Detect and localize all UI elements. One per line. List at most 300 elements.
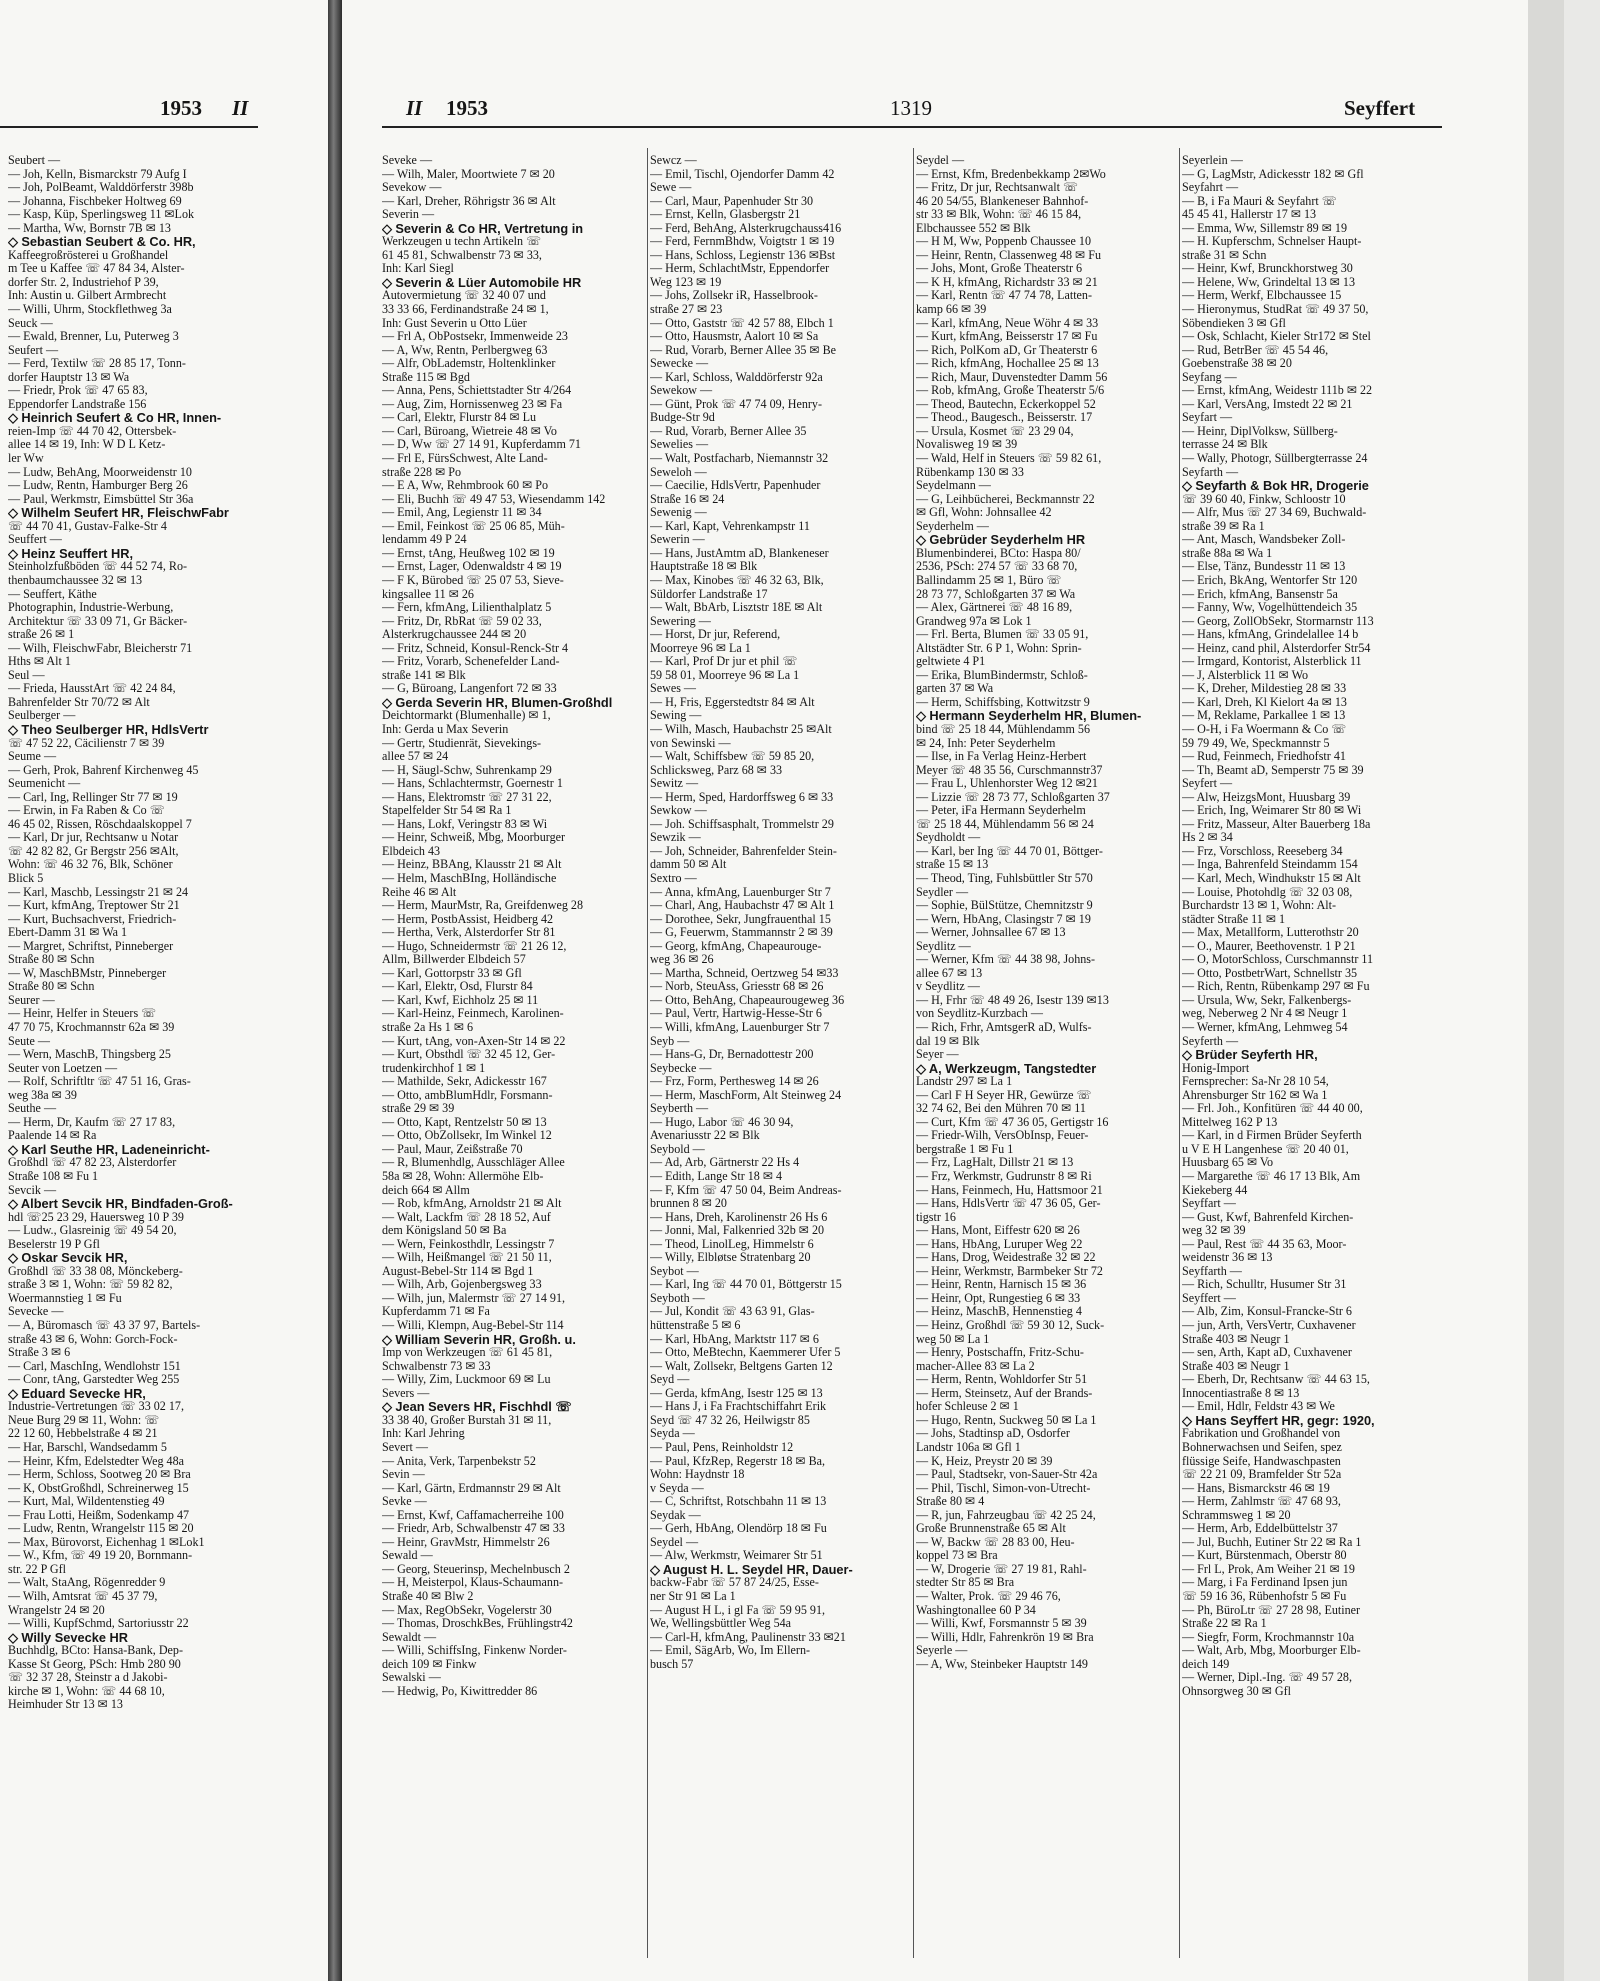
directory-line: — F K, Bürobed ☏ 25 07 53, Sieve- (382, 572, 564, 587)
directory-line: Sewecke — (650, 356, 709, 371)
directory-line: — Friedr, Arb, Schwalbenstr 47 ✉ 33 (382, 1521, 565, 1536)
directory-line: — Phil, Tischl, Simon-von-Utrecht- (916, 1480, 1091, 1495)
directory-line: — Edith, Lange Str 18 ✉ 4 (650, 1169, 783, 1184)
directory-line: Architektur ☏ 33 09 71, Gr Bäcker- (8, 613, 188, 628)
directory-line: — Wald, Helf in Steuers ☏ 59 82 61, (916, 451, 1102, 466)
directory-line: — D, Ww ☏ 27 14 91, Kupferdamm 71 (382, 437, 581, 452)
directory-line: Avenariusstr 22 ✉ Blk (650, 1128, 760, 1143)
directory-line: — Theod, Bautechn, Eckerkoppel 52 (916, 396, 1096, 411)
directory-line: hüttenstraße 5 ✉ 6 (650, 1318, 741, 1333)
directory-line: Seulberger — (8, 708, 76, 723)
directory-line: — Herm, Arb, Eddelbüttelstr 37 (1182, 1521, 1338, 1536)
directory-line: Seyffarth — (1182, 1263, 1242, 1278)
directory-line: Schwalbenstr 73 ✉ 33 (382, 1358, 491, 1373)
directory-line: — Karl, HbAng, Marktstr 117 ✉ 6 (650, 1331, 819, 1346)
directory-line: Eppendorfer Landstraße 156 (8, 396, 147, 411)
directory-line: Kupferdamm 71 ✉ Fa (382, 1304, 490, 1319)
directory-line: 22 12 60, Hebbelstraße 4 ✉ 21 (8, 1426, 158, 1441)
directory-line: — Carl, Büroang, Wietreie 48 ✉ Vo (382, 423, 557, 438)
directory-line: thenbaumchaussee 32 ✉ 13 (8, 572, 143, 587)
directory-line: — Peter, iFa Hermann Seyderhelm (916, 803, 1086, 818)
directory-line: Seyd — (650, 1372, 690, 1387)
directory-line: Straße 16 ✉ 24 (650, 491, 725, 506)
directory-line: kirche ✉ 1, Wohn: ☏ 44 68 10, (8, 1683, 165, 1698)
directory-line: — August H L, i gl Fa ☏ 59 95 91, (650, 1602, 826, 1617)
directory-line: — Hans, HbAng, Luruper Weg 22 (916, 1236, 1083, 1251)
directory-line: — O, MotorSchloss, Curschmannstr 11 (1182, 952, 1374, 967)
directory-line: — Otto, Hausmstr, Aalort 10 ✉ Sa (650, 329, 819, 344)
directory-line: — Johanna, Fischbeker Holtweg 69 (8, 193, 182, 208)
directory-line: Moorreye 96 ✉ La 1 (650, 640, 751, 655)
directory-line: — Joh, PolBeamt, Walddörferstr 398b (8, 180, 194, 195)
directory-line: allee 57 ✉ 24 (382, 749, 449, 764)
directory-line: — Heinr, Kfm, Edelstedter Weg 48a (8, 1453, 184, 1468)
directory-line: — Ernst, Kfm, Bredenbekkamp 2✉Wo (916, 166, 1106, 181)
directory-line: — Emil, SägArb, Wo, Im Ellern- (650, 1643, 811, 1658)
directory-line: Seyfahrt — (1182, 180, 1239, 195)
directory-line: ner Str 91 ✉ La 1 (650, 1588, 736, 1603)
directory-line: Straße 3 ✉ 6 (8, 1345, 71, 1360)
directory-line: straße 29 ✉ 39 (382, 1101, 455, 1116)
left-header-rule (0, 126, 258, 128)
directory-line: Sevke — (382, 1494, 427, 1509)
directory-line: Fabrikation und Großhandel von (1182, 1426, 1341, 1441)
directory-line: — Sophie, BülStütze, Chemnitzstr 9 (916, 898, 1093, 913)
directory-line: flüssige Seife, Handwaschpasten (1182, 1453, 1341, 1468)
directory-line: 28 73 77, Schloßgarten 37 ✉ Wa (916, 586, 1076, 601)
directory-line: ◇ Willy Sevecke HR (8, 1629, 128, 1645)
directory-line: — Frz, LagHalt, Dillstr 21 ✉ 13 (916, 1155, 1074, 1170)
directory-line: — Herm, Schloss, Sootweg 20 ✉ Bra (8, 1467, 191, 1482)
directory-line: — Fritz, Dr jur, Rechtsanwalt ☏ (916, 180, 1079, 195)
directory-line: — Har, Barschl, Wandsedamm 5 (8, 1439, 167, 1454)
directory-line: ◇ William Severin HR, Großh. u. (382, 1331, 576, 1347)
directory-line: — Heinr, GravMstr, Himmelstr 26 (382, 1534, 550, 1549)
directory-line: — Karl, VersAng, Imstedt 22 ✉ 21 (1182, 396, 1353, 411)
directory-line: — Werner, Dipl.-Ing. ☏ 49 57 28, (1182, 1670, 1352, 1685)
directory-line: — C, Schriftst, Rotschbahn 11 ✉ 13 (650, 1494, 827, 1509)
directory-line: Budge-Str 9d (650, 410, 715, 425)
directory-line: — Heinr, Opt, Rungestieg 6 ✉ 33 (916, 1290, 1081, 1305)
directory-line: — Paul, Stadtsekr, von-Sauer-Str 42a (916, 1467, 1098, 1482)
directory-line: Sewerin — (650, 532, 705, 547)
directory-line: ☏ 25 18 44, Mühlendamm 56 ✉ 24 (916, 816, 1094, 831)
directory-line: Werkzeugen u techn Artikeln ☏ (382, 234, 542, 249)
directory-line: Süldorfer Landstraße 17 (650, 586, 768, 601)
directory-line: tigstr 16 (916, 1209, 956, 1224)
directory-line: Seybot — (650, 1263, 699, 1278)
directory-line: städter Straße 11 ✉ 1 (1182, 911, 1286, 926)
directory-line: — Fritz, Vorarb, Schenefelder Land- (382, 654, 560, 669)
running-head: Seyffert (1344, 96, 1416, 120)
directory-line: — Karl, Schloss, Walddörferstr 92a (650, 369, 823, 384)
directory-line: — Heinr, Schweiß, Mbg, Moorburger (382, 830, 566, 845)
directory-line: — Carl F H Seyer HR, Gewürze ☏ (916, 1087, 1092, 1102)
directory-line: — Frz, Werkmstr, Gudrunstr 8 ✉ Ri (916, 1169, 1092, 1184)
directory-line: ✉ Gfl, Wohn: Johnsallee 42 (916, 505, 1052, 520)
directory-line: Sewenig — (650, 505, 707, 520)
directory-line: Hs 2 ✉ 34 (1182, 830, 1233, 845)
directory-line: — Alb, Zim, Konsul-Francke-Str 6 (1182, 1304, 1352, 1319)
directory-line: von Seydlitz-Kurzbach — (916, 1006, 1043, 1021)
directory-line: — Hugo, Schneidermstr ☏ 21 26 12, (382, 938, 567, 953)
directory-line: — K, ObstGroßhdl, Schreinerweg 15 (8, 1480, 189, 1495)
directory-line: — Herm, Schiffsbing, Kottwitzstr 9 (916, 694, 1090, 709)
directory-line: macher-Allee 83 ✉ La 2 (916, 1358, 1035, 1373)
directory-line: — Karl, in d Firmen Brüder Seyferth (1182, 1128, 1362, 1143)
directory-line: Elbdeich 43 (382, 843, 441, 858)
directory-line: — Frz, Form, Perthesweg 14 ✉ 26 (650, 1074, 819, 1089)
directory-line: ✉ 24, Inh: Peter Seyderhelm (916, 735, 1056, 750)
directory-line: Seume — (8, 749, 57, 764)
directory-line: — Hugo, Labor ☏ 46 30 94, (650, 1114, 794, 1129)
directory-line: — Heinr, Rentn, Classenweg 48 ✉ Fu (916, 247, 1101, 262)
directory-line: — Louise, Photohdlg ☏ 32 03 08, (1182, 884, 1353, 899)
directory-line: Schrammsweg 1 ✉ 20 (1182, 1507, 1291, 1522)
directory-line: Seydelmann — (916, 478, 991, 493)
directory-line: ◇ Heinrich Seufert & Co HR, Innen- (8, 410, 222, 426)
directory-line: Seyfarth — (1182, 464, 1239, 479)
directory-line: terrasse 24 ✉ Blk (1182, 437, 1268, 452)
directory-line: — Willy, Elbløtse Stratenbarg 20 (650, 1250, 811, 1265)
directory-line: — H, Frhr ☏ 48 49 26, Isestr 139 ✉13 (916, 992, 1109, 1007)
directory-line: Huusbarg 65 ✉ Vo (1182, 1155, 1274, 1170)
directory-line: — Conr, tAng, Garstedter Weg 255 (8, 1372, 180, 1387)
directory-line: — Karl, Dr jur, Rechtsanw u Notar (8, 830, 179, 845)
directory-line: — Otto, PostbetrWart, Schnellstr 35 (1182, 965, 1358, 980)
directory-line: straße 228 ✉ Po (382, 464, 461, 479)
column-divider (647, 148, 648, 1958)
directory-line: Weg 123 ✉ 19 (650, 274, 722, 289)
directory-line: weg 36 ✉ 26 (650, 952, 714, 967)
directory-line: — Hans, kfmAng, Grindelallee 14 b (1182, 627, 1359, 642)
directory-line: Seveke — (382, 154, 433, 167)
directory-line: — Ernst, Kwf, Caffamacherreihe 100 (382, 1507, 564, 1522)
directory-line: Fernsprecher: Sa-Nr 28 10 54, (1182, 1074, 1329, 1089)
directory-line: — Hans, Drog, Weidestraße 32 ✉ 22 (916, 1250, 1096, 1265)
directory-line: Rübenkamp 130 ✉ 33 (916, 464, 1024, 479)
directory-line: — Karl, Gärtn, Erdmannstr 29 ✉ Alt (382, 1480, 561, 1495)
directory-line: — Karl, ber Ing ☏ 44 70 01, Böttger- (916, 843, 1103, 858)
directory-line: — Werner, kfmAng, Lehmweg 54 (1182, 1020, 1348, 1034)
directory-line: Seydak — (650, 1507, 701, 1522)
directory-line: — Rob, kfmAng, Große Theaterstr 5/6 (916, 383, 1105, 398)
directory-line: — sen, Arth, Kapt aD, Cuxhavener (1182, 1345, 1352, 1360)
directory-line: — M, Reklame, Parkallee 1 ✉ 13 (1182, 708, 1346, 723)
directory-line: We, Wellingsbüttler Weg 54a (650, 1616, 792, 1631)
directory-line: Straße 40 ✉ Blw 2 (382, 1588, 474, 1603)
directory-line: — G, Büroang, Langenfort 72 ✉ 33 (382, 681, 557, 696)
directory-line: Kiekeberg 44 (1182, 1182, 1248, 1197)
directory-line: — Karl, Gottorpstr 33 ✉ Gfl (382, 965, 522, 980)
directory-line: — Otto, BehAng, Chapeaurougeweg 36 (650, 992, 845, 1007)
directory-line: — Anna, Pens, Schiettstadter Str 4/264 (382, 383, 572, 398)
directory-line: — Dorothee, Sekr, Jungfrauenthal 15 (650, 911, 831, 926)
directory-line: — Johs, Stadtinsp aD, Osdorfer (916, 1426, 1070, 1441)
directory-line: 33 33 66, Ferdinandstraße 24 ✉ 1, (382, 302, 549, 317)
directory-line: — Hans, JustAmtm aD, Blankeneser (650, 545, 829, 560)
directory-line: — Günt, Prok ☏ 47 74 09, Henry- (650, 396, 822, 411)
directory-line: — Wilh, FleischwFabr, Bleicherstr 71 (8, 640, 193, 655)
directory-line: Seyda — (650, 1426, 695, 1441)
directory-line: Sevcik — (8, 1182, 57, 1197)
directory-line: 33 38 40, Großer Burstah 31 ✉ 11, (382, 1412, 552, 1427)
directory-line: — W., Kfm, ☏ 49 19 20, Bornmann- (8, 1548, 193, 1563)
directory-line: — G, Feuerwm, Stammannstr 2 ✉ 39 (650, 925, 833, 940)
directory-line: Landstr 106a ✉ Gfl 1 (916, 1439, 1021, 1454)
directory-line: — Herm, Dr, Kaufm ☏ 27 17 83, (8, 1114, 176, 1129)
directory-line: — Henry, Postschaffn, Fritz-Schu- (916, 1345, 1084, 1360)
column-divider (913, 148, 914, 1958)
directory-line: Seydel — (916, 154, 965, 167)
directory-line: — Rich, PolKom aD, Gr Theaterstr 6 (916, 342, 1098, 357)
directory-line: Sewering — (650, 613, 711, 628)
directory-line: — Herm, PostbAssist, Heidberg 42 (382, 911, 554, 926)
directory-line: Sevin — (382, 1467, 425, 1482)
directory-line: — G, LagMstr, Adickesstr 182 ✉ Gfl (1182, 166, 1364, 181)
directory-line: ◇ Karl Seuthe HR, Ladeneinricht- (8, 1141, 210, 1157)
directory-line: Seyb — (650, 1033, 690, 1048)
directory-line: — A, Büromasch ☏ 43 37 97, Bartels- (8, 1318, 201, 1333)
directory-line: Sewald — (382, 1548, 433, 1563)
directory-line: — Otto, Gaststr ☏ 42 57 88, Elbch 1 (650, 315, 834, 330)
directory-line: deich 109 ✉ Finkw (382, 1656, 477, 1671)
directory-line: — Herm, Steinsetz, Auf der Brands- (916, 1385, 1093, 1400)
directory-line: Seydel — (650, 1534, 699, 1549)
directory-line: Inh: Karl Siegl (382, 261, 454, 276)
directory-line: — Willi, kfmAng, Lauenburger Str 7 (650, 1020, 830, 1034)
directory-line: — Eli, Buchh ☏ 49 47 53, Wiesendamm 142 (382, 491, 606, 506)
directory-line: ◇ Severin & Co HR, Vertretung in (382, 220, 584, 236)
directory-line: — Carl, Elektr, Flurstr 84 ✉ Lu (382, 410, 537, 425)
directory-line: — Erika, BlumBindermstr, Schloß- (916, 667, 1088, 682)
directory-line: reien-Imp ☏ 44 70 42, Ottersbek- (8, 423, 177, 438)
directory-line: Grandweg 97a ✉ Lok 1 (916, 613, 1032, 628)
directory-line: — Martha, Ww, Bornstr 7B ✉ 13 (8, 220, 171, 235)
directory-line: — Joh, Schneider, Bahrenfelder Stein- (650, 843, 837, 858)
directory-line: Hauptstraße 18 ✉ Blk (650, 559, 758, 574)
directory-line: Seyderhelm — (916, 518, 989, 533)
directory-line: — Martha, Schneid, Oertzweg 54 ✉33 (650, 965, 839, 980)
directory-line: — Heinr, Werkmstr, Barmbeker Str 72 (916, 1263, 1103, 1278)
directory-line: bergstraße 1 ✉ Fu 1 (916, 1141, 1014, 1156)
directory-line: — Frl L, Prok, Am Weiher 21 ✉ 19 (1182, 1561, 1355, 1576)
directory-line: — Alw, Werkmstr, Weimarer Str 51 (650, 1548, 823, 1563)
directory-line: — Gerda, kfmAng, Isestr 125 ✉ 13 (650, 1385, 823, 1400)
directory-line: — Ludw, Rentn, Hamburger Berg 26 (8, 478, 188, 493)
directory-line: straße 3 ✉ 1, Wohn: ☏ 59 82 82, (8, 1277, 173, 1292)
directory-line: — E A, Ww, Rehmbrook 60 ✉ Po (382, 478, 549, 493)
directory-line: — Ernst, Kelln, Glasbergstr 21 (650, 207, 801, 222)
directory-line: — Kurt, kfmAng, Treptower Str 21 (8, 898, 180, 913)
directory-line: — Emil, Tischl, Ojendorfer Damm 42 (650, 166, 835, 181)
directory-line: — Willi, KupfSchmd, Sartoriusstr 22 (8, 1616, 189, 1631)
directory-line: Elbchaussee 552 ✉ Blk (916, 220, 1031, 235)
directory-line: — Anita, Verk, Tarpenbekstr 52 (382, 1453, 536, 1468)
directory-line: — Joh. Schiffsasphalt, Trommelstr 29 (650, 816, 834, 831)
directory-line: Severin — (382, 207, 435, 222)
directory-line: Große Brunnenstraße 65 ✉ Alt (916, 1521, 1066, 1536)
directory-line: — Alex, Gärtnerei ☏ 48 16 89, (916, 600, 1073, 615)
directory-line: — Paul, Pens, Reinholdstr 12 (650, 1439, 794, 1454)
directory-line: — Ernst, Lager, Odenwaldstr 4 ✉ 19 (382, 559, 562, 574)
directory-line: ◇ August H. L. Seydel HR, Dauer- (650, 1561, 853, 1577)
directory-line: — Georg, Steuerinsp, Mechelnbusch 2 (382, 1561, 570, 1576)
directory-line: Seyberth — (650, 1101, 709, 1116)
directory-line: Sewitz — (650, 776, 699, 791)
directory-line: — Gertr, Studienrät, Sievekings- (382, 735, 542, 750)
directory-line: — F, Kfm ☏ 47 50 04, Beim Andreas- (650, 1182, 842, 1197)
directory-line: — K, Dreher, Mildestieg 28 ✉ 33 (1182, 681, 1347, 696)
directory-line: — Fritz, Masseur, Alter Bauerberg 18a (1182, 816, 1371, 831)
directory-line: ☏ 22 21 09, Bramfelder Str 52a (1182, 1467, 1342, 1482)
directory-line: Seyffart — (1182, 1196, 1236, 1211)
directory-line: — Walt, Arb, Mbg, Moorburger Elb- (1182, 1643, 1361, 1658)
directory-line: — Theod, LinolLeg, Himmelstr 6 (650, 1236, 814, 1251)
directory-line: — Frl. Berta, Blumen ☏ 33 05 91, (916, 627, 1089, 642)
directory-line: — Herm, MaurMstr, Ra, Greifdenweg 28 (382, 898, 584, 913)
directory-line: Inh: Gust Severin u Otto Lüer (382, 315, 527, 330)
directory-line: — Herm, SchlachtMstr, Eppendorfer (650, 261, 830, 276)
directory-line: — Karl, Rentn ☏ 47 74 78, Latten- (916, 288, 1093, 303)
right-header-rule (382, 126, 1442, 128)
directory-line: Seyer — (916, 1047, 959, 1062)
directory-line: Söbendieken 3 ✉ Gfl (1182, 315, 1286, 330)
column-4 (1182, 154, 1440, 1964)
directory-line: — Th, Beamt aD, Semperstr 75 ✉ 39 (1182, 762, 1364, 777)
directory-line: — Else, Tänz, Bundesstr 11 ✉ 13 (1182, 559, 1346, 574)
directory-line: ☏ 47 52 22, Cäcilienstr 7 ✉ 39 (8, 735, 165, 750)
directory-line: m Tee u Kaffee ☏ 47 84 34, Alster- (8, 261, 185, 276)
right-header-part: II (406, 96, 423, 120)
directory-line: straße 2a Hs 1 ✉ 6 (382, 1020, 474, 1034)
directory-line: weg 50 ✉ La 1 (916, 1331, 990, 1346)
directory-line: Wohn: ☏ 46 32 76, Blk, Schöner (8, 857, 173, 872)
directory-line: Schlicksweg, Parz 68 ✉ 33 (650, 762, 783, 777)
directory-line: — Walt, Lackfm ☏ 28 18 52, Auf (382, 1209, 551, 1224)
directory-line: — Ernst, tAng, Heußweg 102 ✉ 19 (382, 545, 555, 560)
directory-line: Seyfert — (1182, 776, 1233, 791)
directory-line: — Herm, MaschForm, Alt Steinweg 24 (650, 1087, 842, 1102)
directory-line: ◇ A, Werkzeugm, Tangstedter (916, 1060, 1097, 1076)
directory-line: — Kurt, Obsthdl ☏ 32 45 12, Ger- (382, 1047, 556, 1062)
directory-line: deich 149 (1182, 1656, 1230, 1671)
directory-line: — Alfr, ObLademstr, Holtenklinker (382, 356, 556, 371)
directory-line: Sewes — (650, 681, 697, 696)
directory-line: — Werner, Johnsallee 67 ✉ 13 (916, 925, 1066, 940)
directory-line: 45 45 41, Hallerstr 17 ✉ 13 (1182, 207, 1317, 222)
directory-line: — K, Heiz, Preystr 20 ✉ 39 (916, 1453, 1053, 1468)
directory-line: — Osk, Schlacht, Kieler Str172 ✉ Stel (1182, 329, 1371, 344)
directory-line: — Emil, Hdlr, Feldstr 43 ✉ We (1182, 1399, 1335, 1414)
directory-line: ◇ Oskar Sevcik HR, (8, 1250, 128, 1266)
directory-line: Seuffert — (8, 532, 62, 547)
directory-line: — Erich, Ing, Weimarer Str 80 ✉ Wi (1182, 803, 1362, 818)
directory-line: — Wilh, Masch, Haubachstr 25 ✉Alt (650, 721, 832, 736)
directory-line: — Karl, Kwf, Eichholz 25 ✉ 11 (382, 992, 539, 1007)
directory-line: Seyboth — (650, 1290, 705, 1305)
directory-line: trudenkirchhof 1 ✉ 1 (382, 1060, 486, 1075)
directory-line: — Joh, Kelln, Bismarckstr 79 Aufg I (8, 166, 187, 181)
directory-line: Seyerle — (916, 1643, 968, 1658)
directory-line: — Frau L, Uhlenhorster Weg 12 ✉21 (916, 776, 1098, 791)
directory-line: — Hans, Bismarckstr 46 ✉ 19 (1182, 1480, 1330, 1495)
directory-line: Straße 80 ✉ Schn (8, 952, 95, 967)
directory-line: — Johs, Mont, Große Theaterstr 6 (916, 261, 1083, 276)
directory-line: — Herm, Zahlmstr ☏ 47 68 93, (1182, 1494, 1341, 1509)
directory-line: Seyferth — (1182, 1033, 1239, 1048)
directory-line: dem Königsland 50 ✉ Ba (382, 1223, 507, 1238)
directory-line: Goebenstraße 38 ✉ 20 (1182, 356, 1292, 371)
directory-line: — Werner, Kfm ☏ 44 38 98, Johns- (916, 952, 1096, 967)
directory-line: straße 31 ✉ Schn (1182, 247, 1267, 262)
page-number: 1319 (890, 96, 932, 120)
directory-line: Blick 5 (8, 870, 44, 885)
directory-line: — Karl, kfmAng, Neue Wöhr 4 ✉ 33 (916, 315, 1099, 330)
directory-line: — K H, kfmAng, Richardstr 33 ✉ 21 (916, 274, 1098, 289)
directory-line: — Seuffert, Käthe (8, 586, 97, 601)
directory-line: — Heinr, Kwf, Brunckhorstweg 30 (1182, 261, 1353, 276)
directory-line: Sextro — (650, 870, 697, 885)
directory-line: — Hans, Schlachtermstr, Goernestr 1 (382, 776, 563, 791)
directory-line: Kasse St Georg, PSch: Hmb 280 90 (8, 1656, 181, 1671)
directory-line: — Helene, Ww, Grindeltal 13 ✉ 13 (1182, 274, 1356, 289)
directory-line: — Kurt, Buchsachverst, Friedrich- (8, 911, 177, 926)
directory-line: weg, Neberweg 2 Nr 4 ✉ Neugr 1 (1182, 1006, 1348, 1021)
directory-line: Seuthe — (8, 1101, 57, 1116)
directory-line: — Hieronymus, StudRat ☏ 49 37 50, (1182, 302, 1369, 317)
directory-line: — Hans, Lokf, Veringstr 83 ✉ Wi (382, 816, 548, 831)
directory-line: — Margret, Schriftst, Pinneberger (8, 938, 174, 953)
directory-line: — Johs, Zollsekr iR, Hasselbrook- (650, 288, 818, 303)
directory-line: — Rich, Maur, Duvenstedter Damm 56 (916, 369, 1108, 384)
directory-line: straße 39 ✉ Ra 1 (1182, 518, 1265, 533)
directory-line: — Theod, Ting, Fuhlsbüttler Str 570 (916, 870, 1093, 885)
directory-line: — Max, Bürovorst, Eichenhag 1 ✉Lok1 (8, 1534, 205, 1549)
directory-line: — Hans, Mont, Eiffestr 620 ✉ 26 (916, 1223, 1080, 1238)
directory-line: — Kasp, Küp, Sperlingsweg 11 ✉Lok (8, 207, 195, 222)
directory-line: — Thomas, DroschkBes, Frühlingstr42 (382, 1616, 573, 1631)
directory-line: — Karl, Elektr, Osd, Flurstr 84 (382, 979, 533, 994)
directory-line: — Caecilie, HdlsVertr, Papenhuder (650, 478, 821, 493)
directory-line: Straße 403 ✉ Neugr 1 (1182, 1331, 1290, 1346)
directory-line: Seyerlein — (1182, 154, 1243, 167)
directory-line: Straße 80 ✉ Schn (8, 979, 95, 994)
directory-line: — Max, Metallform, Lutterothstr 20 (1182, 925, 1359, 940)
directory-line: — H, Meisterpol, Klaus-Schaumann- (382, 1575, 564, 1590)
directory-line: str. 22 P Gfl (8, 1561, 67, 1576)
directory-line: 47 70 75, Krochmannstr 62a ✉ 39 (8, 1020, 175, 1034)
directory-line: — A, Ww, Rentn, Perlbergweg 63 (382, 342, 548, 357)
directory-line: — Curt, Kfm ☏ 47 36 05, Gertigstr 16 (916, 1114, 1109, 1129)
directory-line: — Carl, Maur, Papenhuder Str 30 (650, 193, 814, 208)
directory-line: — Ursula, Kosmet ☏ 23 29 04, (916, 423, 1074, 438)
directory-line: — Rud, Feinmech, Friedhofstr 41 (1182, 749, 1346, 764)
directory-line: — Paul, Werkmstr, Eimsbüttel Str 36a (8, 491, 194, 506)
directory-line: — G, Leihbücherei, Beckmannstr 22 (916, 491, 1095, 506)
directory-line: — Fritz, Schneid, Konsul-Renck-Str 4 (382, 640, 569, 655)
right-page (342, 0, 1564, 1981)
directory-line: — Otto, ambBlumHdlr, Forsmann- (382, 1087, 553, 1102)
page-edge (1528, 0, 1564, 1981)
left-page (0, 0, 328, 1981)
directory-line: — Friedr-Wilh, VersObInsp, Feuer- (916, 1128, 1089, 1143)
directory-line: — Walt, StaAng, Rögenredder 9 (8, 1575, 166, 1590)
directory-line: Buchhdlg, BCto: Hansa-Bank, Dep- (8, 1643, 183, 1658)
directory-line: Altstädter Str. 6 P 1, Wohn: Sprin- (916, 640, 1082, 655)
directory-line: — Heinz, cand phil, Alsterdorfer Str54 (1182, 640, 1371, 655)
directory-line: ◇ Theo Seulberger HR, HdlsVertr (8, 721, 209, 737)
